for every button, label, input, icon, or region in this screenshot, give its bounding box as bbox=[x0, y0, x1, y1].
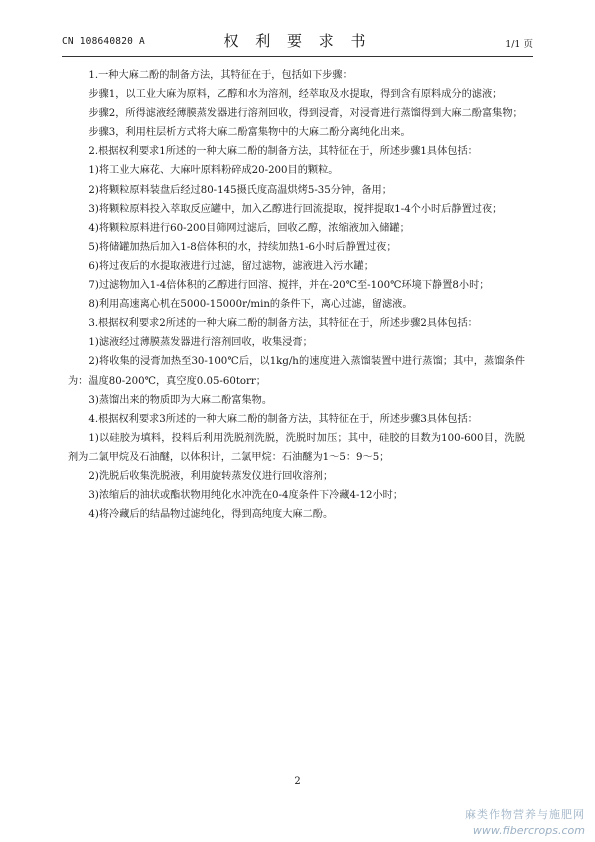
claims-body bbox=[68, 66, 525, 524]
header-divider bbox=[62, 56, 533, 57]
claim-paragraph: 步骤2，所得滤液经薄膜蒸发器进行溶剂回收，得到浸膏，对浸膏进行蒸馏得到大麻二酚富集物； bbox=[88, 108, 523, 120]
watermark-site-name: 麻类作物营养与施肥网 bbox=[465, 808, 585, 821]
claim-paragraph: 4)将冷藏后的结晶物过滤纯化，得到高纯度大麻二酚。 bbox=[88, 509, 334, 521]
claim-paragraph: 4)将颗粒原料进行60-200目筛网过滤后，回收乙醇，浓缩液加入储罐； bbox=[88, 222, 410, 234]
claim-paragraph: 7)过滤物加入1-4倍体积的乙醇进行回溶、搅拌，并在-20℃至-100℃环境下静置8小时； bbox=[88, 280, 490, 292]
claim-paragraph: 4.根据权利要求3所述的一种大麻二酚的制备方法，其特征在于，所述步骤3具体包括： bbox=[88, 413, 478, 425]
claim-paragraph: 3)蒸馏出来的物质即为大麻二酚富集物。 bbox=[88, 394, 273, 406]
watermark-url: www.fibercrops.com bbox=[472, 824, 585, 837]
claim-paragraph: 步骤3，利用柱层析方式将大麻二酚富集物中的大麻二酚分离纯化出来。 bbox=[88, 127, 411, 139]
page-number: 2 bbox=[294, 776, 301, 787]
claim-paragraph: 5)将储罐加热后加入1-8倍体积的水，持续加热1-6小时后静置过夜； bbox=[88, 241, 397, 253]
claim-paragraph: 步骤1，以工业大麻为原料，乙醇和水为溶剂，经萃取及水提取，得到含有原料成分的滤液； bbox=[88, 89, 503, 101]
claim-paragraph: 3.根据权利要求2所述的一种大麻二酚的制备方法，其特征在于，所述步骤2具体包括： bbox=[88, 318, 478, 330]
claim-paragraph: 3)将颗粒原料投入萃取反应罐中，加入乙醇进行回流提取，搅拌提取1-4个小时后静置过夜； bbox=[88, 203, 503, 215]
claim-paragraph: 1)将工业大麻花、大麻叶原料粉碎成20-200目的颗粒。 bbox=[88, 165, 339, 177]
document-title: 权 利 要 求 书 bbox=[223, 32, 372, 50]
patent-number: CN 108640820 A bbox=[62, 36, 145, 47]
claim-paragraph: 1.一种大麻二酚的制备方法，其特征在于，包括如下步骤： bbox=[88, 70, 353, 81]
claim-paragraph: 2)将颗粒原料装盘后经过80-145摄氏度高温烘烤5-35分钟，备用； bbox=[88, 184, 392, 196]
claim-paragraph: 1)滤液经过薄膜蒸发器进行溶剂回收，收集浸膏； bbox=[88, 337, 313, 349]
page-header bbox=[62, 30, 533, 50]
claim-paragraph: 2)洗脱后收集洗脱液，利用旋转蒸发仪进行回收溶剂； bbox=[88, 470, 334, 482]
claim-paragraph: 6)将过夜后的水提取液进行过滤，留过滤物，滤液进入污水罐； bbox=[88, 260, 374, 272]
site-watermark bbox=[465, 806, 585, 837]
claim-paragraph: 3)浓缩后的油状或酯状物用纯化水冲洗在0-4度条件下冷藏4-12小时； bbox=[88, 490, 404, 502]
claim-paragraph: 1)以硅胶为填料，投料后利用洗脱剂洗脱，洗脱时加压；其中，硅胶的目数为100-600目，洗脱剂为二氯甲烷及石油醚，以体积计，二氯甲烷：石油醚为1～5：9～5； bbox=[68, 432, 525, 463]
claim-paragraph: 8)利用高速离心机在5000-15000r/min的条件下，离心过滤，留滤液。 bbox=[88, 299, 413, 311]
claim-paragraph: 2)将收集的浸膏加热至30-100℃后，以1kg/h的速度进入蒸馏装置中进行蒸馏；其中，蒸馏条件为：温度80-200℃，真空度0.05-60torr； bbox=[68, 356, 525, 387]
page-indicator: 1/1 页 bbox=[505, 39, 533, 50]
claim-paragraph: 2.根据权利要求1所述的一种大麻二酚的制备方法，其特征在于，所述步骤1具体包括： bbox=[88, 146, 478, 158]
